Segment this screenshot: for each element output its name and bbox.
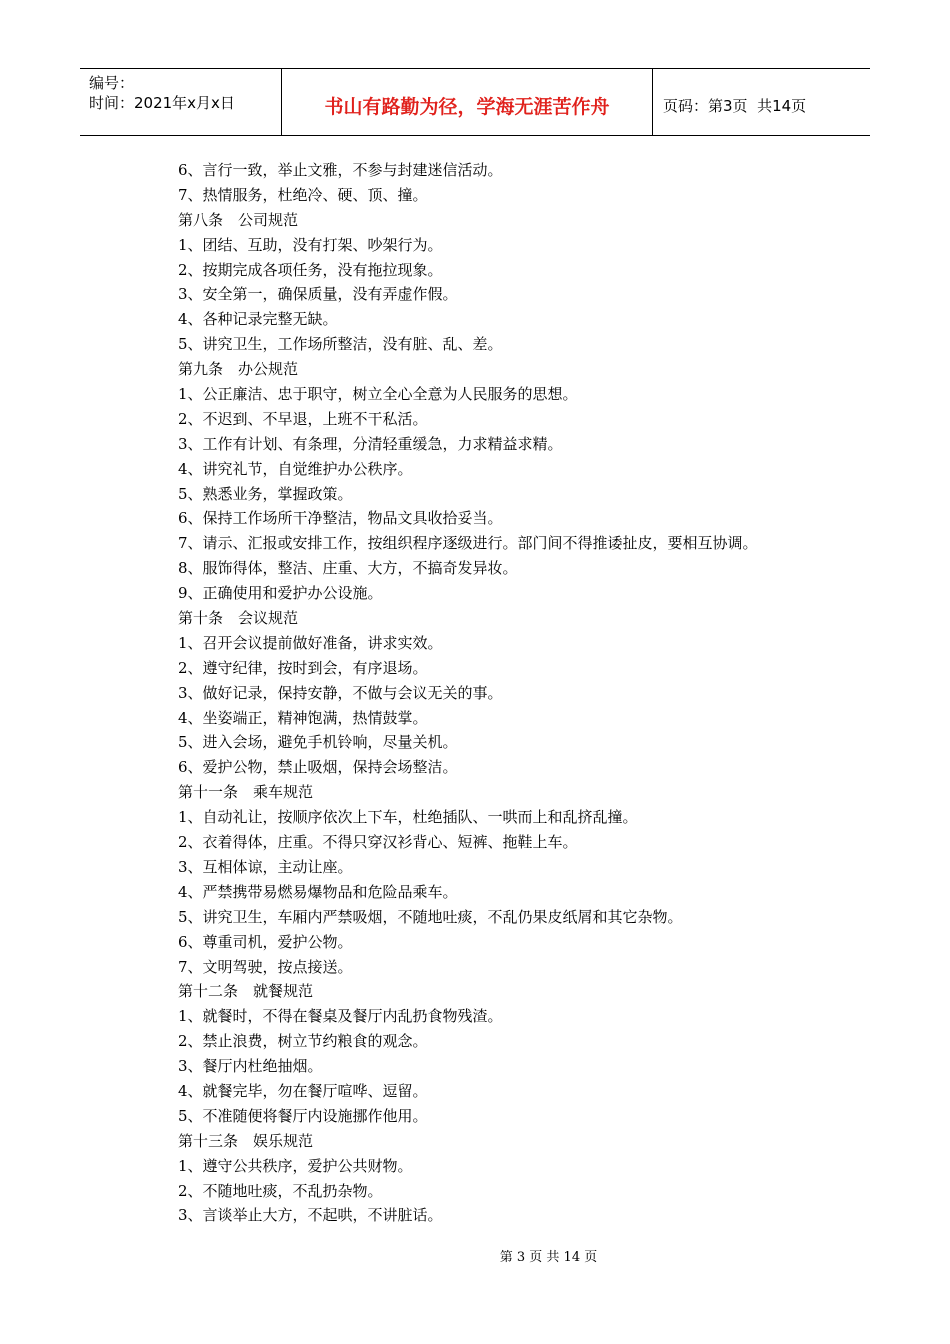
section-heading: 第十条 会议规范 — [178, 609, 299, 628]
list-item: 2、不随地吐痰，不乱扔杂物。 — [178, 1181, 383, 1200]
section-heading: 第九条 办公规范 — [178, 360, 299, 379]
list-item: 6、保持工作场所干净整洁，物品文具收拾妥当。 — [178, 509, 503, 528]
header-page-info — [653, 69, 870, 135]
list-item: 5、讲究卫生，工作场所整洁，没有脏、乱、差。 — [178, 335, 503, 354]
list-item: 3、言谈举止大方，不起哄，不讲脏话。 — [178, 1206, 443, 1225]
footer-page-number: 第 3 页 共 14 页 — [499, 1250, 598, 1265]
list-item: 3、安全第一，确保质量，没有弄虚作假。 — [178, 285, 458, 304]
section-heading: 第八条 公司规范 — [178, 210, 299, 229]
list-item: 3、互相体谅，主动让座。 — [178, 857, 353, 876]
list-item: 4、各种记录完整无缺。 — [178, 310, 338, 329]
page-info-text: 页码：第3页 共14页 — [663, 96, 807, 115]
time-label: 时间：2021年x月x日 — [89, 94, 235, 112]
list-item: 7、文明驾驶，按点接送。 — [178, 957, 353, 976]
list-item: 6、尊重司机，爱护公物。 — [178, 932, 353, 951]
list-item: 7、请示、汇报或安排工作，按组织程序逐级进行。部门间不得推诿扯皮，要相互协调。 — [178, 534, 758, 553]
number-label: 编号： — [89, 74, 135, 92]
list-item: 1、遵守公共秩序，爱护公共财物。 — [178, 1156, 413, 1175]
list-item: 1、公正廉洁、忠于职守，树立全心全意为人民服务的思想。 — [178, 385, 578, 404]
list-item: 5、进入会场，避免手机铃响，尽量关机。 — [178, 733, 458, 752]
list-item: 5、讲究卫生，车厢内严禁吸烟，不随地吐痰，不乱仍果皮纸屑和其它杂物。 — [178, 907, 683, 926]
list-item: 4、讲究礼节，自觉维护办公秩序。 — [178, 459, 413, 478]
list-item: 4、坐姿端正，精神饱满，热情鼓掌。 — [178, 708, 428, 727]
list-item: 1、团结、互助，没有打架、吵架行为。 — [178, 235, 443, 254]
list-item: 4、严禁携带易燃易爆物品和危险品乘车。 — [178, 882, 458, 901]
header-motto — [282, 69, 653, 135]
list-item: 3、餐厅内杜绝抽烟。 — [178, 1057, 323, 1076]
list-item: 2、遵守纪律，按时到会，有序退场。 — [178, 658, 428, 677]
list-item: 3、工作有计划、有条理，分清轻重缓急，力求精益求精。 — [178, 434, 563, 453]
list-item: 1、就餐时，不得在餐桌及餐厅内乱扔食物残渣。 — [178, 1007, 503, 1026]
document-body — [178, 158, 878, 1228]
list-item: 8、服饰得体，整洁、庄重、大方，不搞奇发异妆。 — [178, 559, 518, 578]
list-item: 1、召开会议提前做好准备，讲求实效。 — [178, 633, 443, 652]
motto-text: 书山有路勤为径，学海无涯苦作舟 — [324, 95, 610, 118]
list-item: 7、热情服务，杜绝冷、硬、顶、撞。 — [178, 185, 428, 204]
list-item: 2、衣着得体，庄重。不得只穿汉衫背心、短裤、拖鞋上车。 — [178, 833, 578, 852]
page-header — [80, 68, 870, 136]
section-heading: 第十三条 娱乐规范 — [178, 1131, 314, 1150]
list-item: 1、自动礼让，按顺序依次上下车，杜绝插队、一哄而上和乱挤乱撞。 — [178, 808, 638, 827]
list-item: 6、爱护公物，禁止吸烟，保持会场整洁。 — [178, 758, 458, 777]
list-item: 6、言行一致，举止文雅，不参与封建迷信活动。 — [178, 161, 503, 179]
header-meta — [80, 69, 282, 135]
list-item: 9、正确使用和爱护办公设施。 — [178, 584, 383, 603]
list-item: 5、不准随便将餐厅内设施挪作他用。 — [178, 1106, 428, 1125]
list-item: 2、不迟到、不早退，上班不干私活。 — [178, 409, 428, 428]
section-heading: 第十一条 乘车规范 — [178, 783, 314, 802]
page-footer — [0, 1246, 950, 1265]
list-item: 4、就餐完毕，勿在餐厅喧哗、逗留。 — [178, 1081, 428, 1100]
list-item: 2、禁止浪费，树立节约粮食的观念。 — [178, 1032, 428, 1051]
section-heading: 第十二条 就餐规范 — [178, 982, 314, 1001]
list-item: 3、做好记录，保持安静，不做与会议无关的事。 — [178, 683, 503, 702]
list-item: 5、熟悉业务，掌握政策。 — [178, 484, 353, 503]
list-item: 2、按期完成各项任务，没有拖拉现象。 — [178, 260, 443, 279]
